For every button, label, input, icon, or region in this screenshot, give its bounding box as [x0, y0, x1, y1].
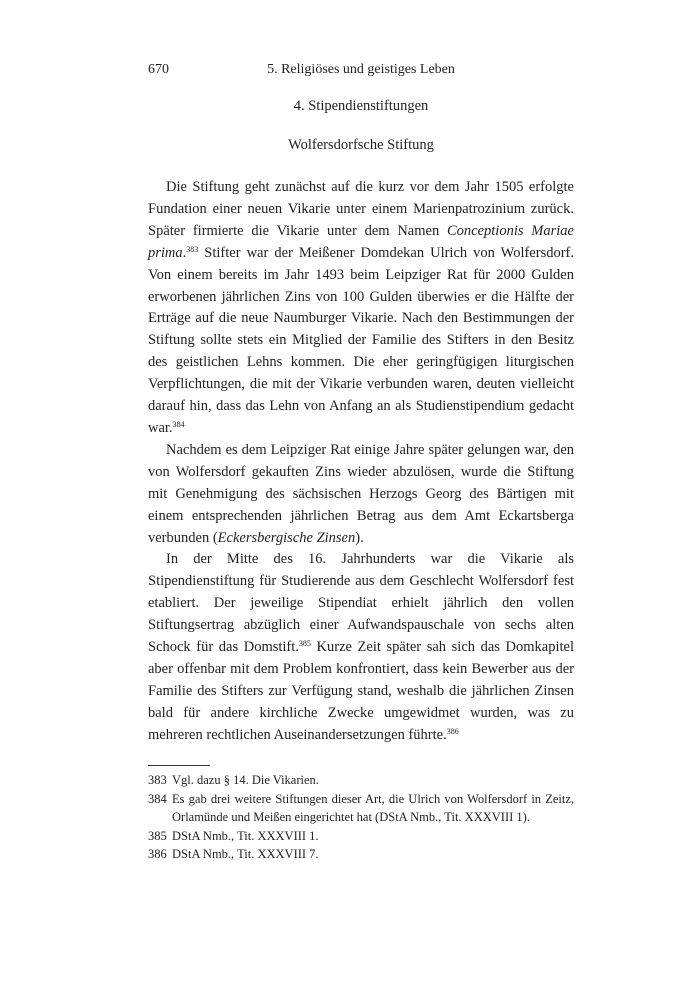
footnote-ref[interactable]: 384 [172, 419, 185, 429]
paragraph-text: Stifter war der Meißener Domdekan Ulrich von Wolfersdorf. Von einem bereits im Jahr 1493 beim Leipziger Rat für 2000 Gulden erworbenen jährlichen Zins von 100 Gulden überwies er die Hälfte der Erträge auf die neue Naumburger Vikarie. Nach den Bestimmungen der Stiftung sollte stets ein Mitglied der Familie des Stifters in den Besitz des geistlichen Lehns kommen. Die eher geringfügigen liturgischen Verpflichtungen, die mit der Vikarie verbunden waren, deuten vielleicht darauf hin, dass das Lehn von Anfang an als Studienstipendium gedacht war. [148, 244, 574, 436]
footnote-text: DStA Nmb., Tit. XXXVIII 7. [172, 847, 319, 861]
footnote-ref[interactable]: 386 [446, 726, 459, 736]
footnote [148, 827, 574, 846]
footnote-number: 383 [148, 773, 167, 787]
subsection-title: Wolfersdorfsche Stiftung [288, 137, 434, 153]
footnote-ref[interactable]: 383 [186, 244, 199, 254]
footnote-divider [148, 765, 210, 766]
running-title: 5. Religiöses und geistiges Leben [267, 62, 455, 77]
footnote-text: DStA Nmb., Tit. XXXVIII 1. [172, 828, 319, 843]
footnote-number: 386 [148, 847, 167, 861]
paragraph-text: ). [355, 529, 364, 546]
paragraph-text: Kurze Zeit später sah sich das Domkapitel aber offenbar mit dem Problem konfrontiert, dass kein Bewerber aus der Familie des Stifters zur Verfügung stand, weshalb die jährlichen Zinsen bald für andere kirchliche Zwecke umgewidmet wurden, was zu mehreren rechtlichen Auseinandersetzungen führte. [148, 639, 574, 743]
footnotes [148, 771, 574, 864]
footnote-text: Es gab drei weitere Stiftungen dieser Art, die Ulrich von Wolfersdorf in Zeitz, Orlamünde und Meißen eingerichtet hat (DStA Nmb., Tit. XXXVIII 1). [172, 791, 574, 824]
paragraph-3 [148, 549, 574, 746]
body-text [148, 177, 574, 747]
paragraph-text: Nachdem es dem Leipziger Rat einige Jahre später gelungen war, den von Wolfersdorf gekauften Zins wieder abzulösen, wurde die Stiftung mit Genehmigung des sächsischen Herzogs Georg des Bärtigen mit einem entsprechenden jährlichen Betrag aus dem Amt Eckartsberga verbunden ( [148, 441, 574, 546]
paragraph-1 [148, 177, 574, 440]
paragraph-text: Die Stiftung geht zunächst auf die kurz vor dem Jahr 1505 erfolgte Fundation einer neuen Vikarie unter einem Marienpatrozinium zurück. Später firmierte die Vikarie unter dem Namen [148, 179, 574, 239]
footnote-text: Vgl. dazu § 14. Die Vikarien. [172, 773, 319, 787]
footnote-number: 385 [148, 828, 167, 843]
footnote [148, 845, 574, 864]
footnote [148, 790, 574, 827]
section-title: 4. Stipendienstiftungen [293, 98, 429, 114]
running-head [148, 62, 574, 82]
italic-term: Eckersbergische Zinsen [217, 529, 356, 546]
italic-term: Conceptionis Mariae prima [148, 222, 574, 261]
footnote-ref[interactable]: 385 [298, 639, 311, 649]
paragraph-2 [148, 440, 574, 550]
page-number: 670 [148, 62, 169, 77]
paragraph-text: In der Mitte des 16. Jahrhunderts war die Vikarie als Stipendienstiftung für Studierende aus dem Geschlecht Wolfersdorf fest etabliert. Der jeweilige Stipendiat erhielt jährlich den vollen Stiftungsertrag abzüglich einer Aufwandspauschale von sechs alten Schock für das Domstift. [148, 551, 574, 656]
footnote-number: 384 [148, 791, 167, 806]
footnote [148, 771, 574, 790]
paragraph-text: . [182, 244, 187, 261]
